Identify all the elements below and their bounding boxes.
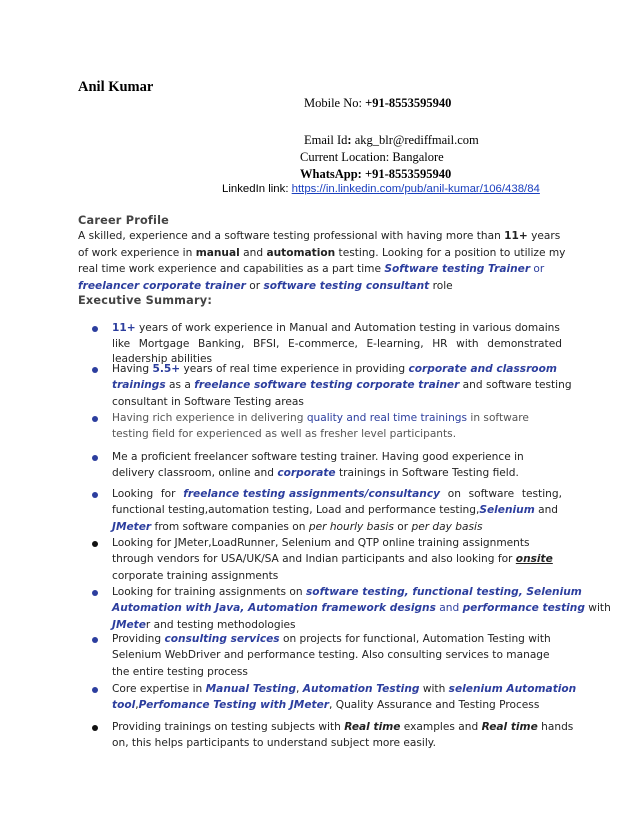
- summary-item-10: Providing trainings on testing subjects with Real time examples and Real time hands on, this helps participants to understand subject more easily.: [112, 721, 574, 750]
- bullet-icon: [92, 455, 98, 461]
- executive-summary-title: Executive Summary:: [78, 294, 213, 307]
- summary-item-6: Looking for JMeter,LoadRunner, Selenium and QTP online training assignments through vendors for USA/UK/SA and Indian participants and also looking for onsite corporate training assignments: [112, 537, 553, 582]
- mobile-label: Mobile No:: [304, 96, 366, 110]
- bullet-icon: [92, 326, 98, 332]
- summary-item-9: Core expertise in Manual Testing, Automation Testing with selenium Automation tool,Perfomance Testing with JMeter, Quality Assurance and Testing Process: [112, 683, 577, 712]
- candidate-name: Anil Kumar: [78, 79, 154, 95]
- career-profile-title: Career Profile: [78, 214, 170, 227]
- email-value: akg_blr@rediffmail.com: [354, 133, 479, 147]
- whatsapp-line: WhatsApp: +91-8553595940: [300, 167, 452, 181]
- linkedin-line: [222, 183, 540, 195]
- summary-item-7: Looking for training assignments on software testing, functional testing, Selenium Automation with Java, Automation framework designs and performance testing with JMeter and testing methodologies: [112, 586, 611, 631]
- summary-item-2: Having 5.5+ years of real time experience in providing corporate and classroom trainings as a freelance software testing corporate trainer and software testing consultant in Software Testing areas: [112, 363, 572, 408]
- bullet-icon: [92, 367, 98, 373]
- bullet-icon: [92, 416, 98, 422]
- career-profile-text: A skilled, experience and a software testing professional with having more than 11+ years of work experience in manual and automation testing. Looking for a position to utilize my real time work experience and capabilities as a part time Software testing Trainer or freelancer corporate trainer or software testing consultant role: [78, 230, 566, 292]
- mobile-number: +91-8553595940: [365, 96, 452, 110]
- mobile-line: [304, 96, 451, 111]
- bullet-icon: [92, 541, 98, 547]
- summary-item-5: Looking for freelance testing assignments/consultancy on software testing, functional testing,automation testing, Load and performance testing,Selenium and JMeter from software companies on per hourly basis or per day basis: [112, 488, 562, 533]
- location-line: Current Location: Bangalore: [300, 150, 444, 164]
- summary-item-3: Having rich experience in delivering quality and real time trainings in software testing field for experienced as well as fresher level participants.: [112, 412, 529, 441]
- summary-item-8: Providing consulting services on projects for functional, Automation Testing with Selenium WebDriver and performance testing. Also consulting services to manage the entire testing process: [112, 633, 551, 678]
- summary-item-1: 11+ years of work experience in Manual and Automation testing in various domains like Mortgage Banking, BFSI, E-commerce, E-learning, HR with demonstrated leadership abilities: [112, 322, 562, 365]
- bullet-icon: [92, 590, 98, 596]
- bullet-icon: [92, 637, 98, 643]
- email-line: Email Id: akg_blr@rediffmail.com: [304, 133, 479, 147]
- linkedin-link[interactable]: https://in.linkedin.com/pub/anil-kumar/106/438/84: [291, 183, 540, 195]
- bullet-icon: [92, 492, 98, 498]
- bullet-icon: [92, 687, 98, 693]
- bullet-icon: [92, 725, 98, 731]
- linkedin-label: LinkedIn link:: [222, 183, 292, 195]
- summary-item-4: Me a proficient freelancer software testing trainer. Having good experience in delivery classroom, online and corporate trainings in Software Testing field.: [112, 451, 524, 480]
- email-label: Email Id: [304, 133, 348, 147]
